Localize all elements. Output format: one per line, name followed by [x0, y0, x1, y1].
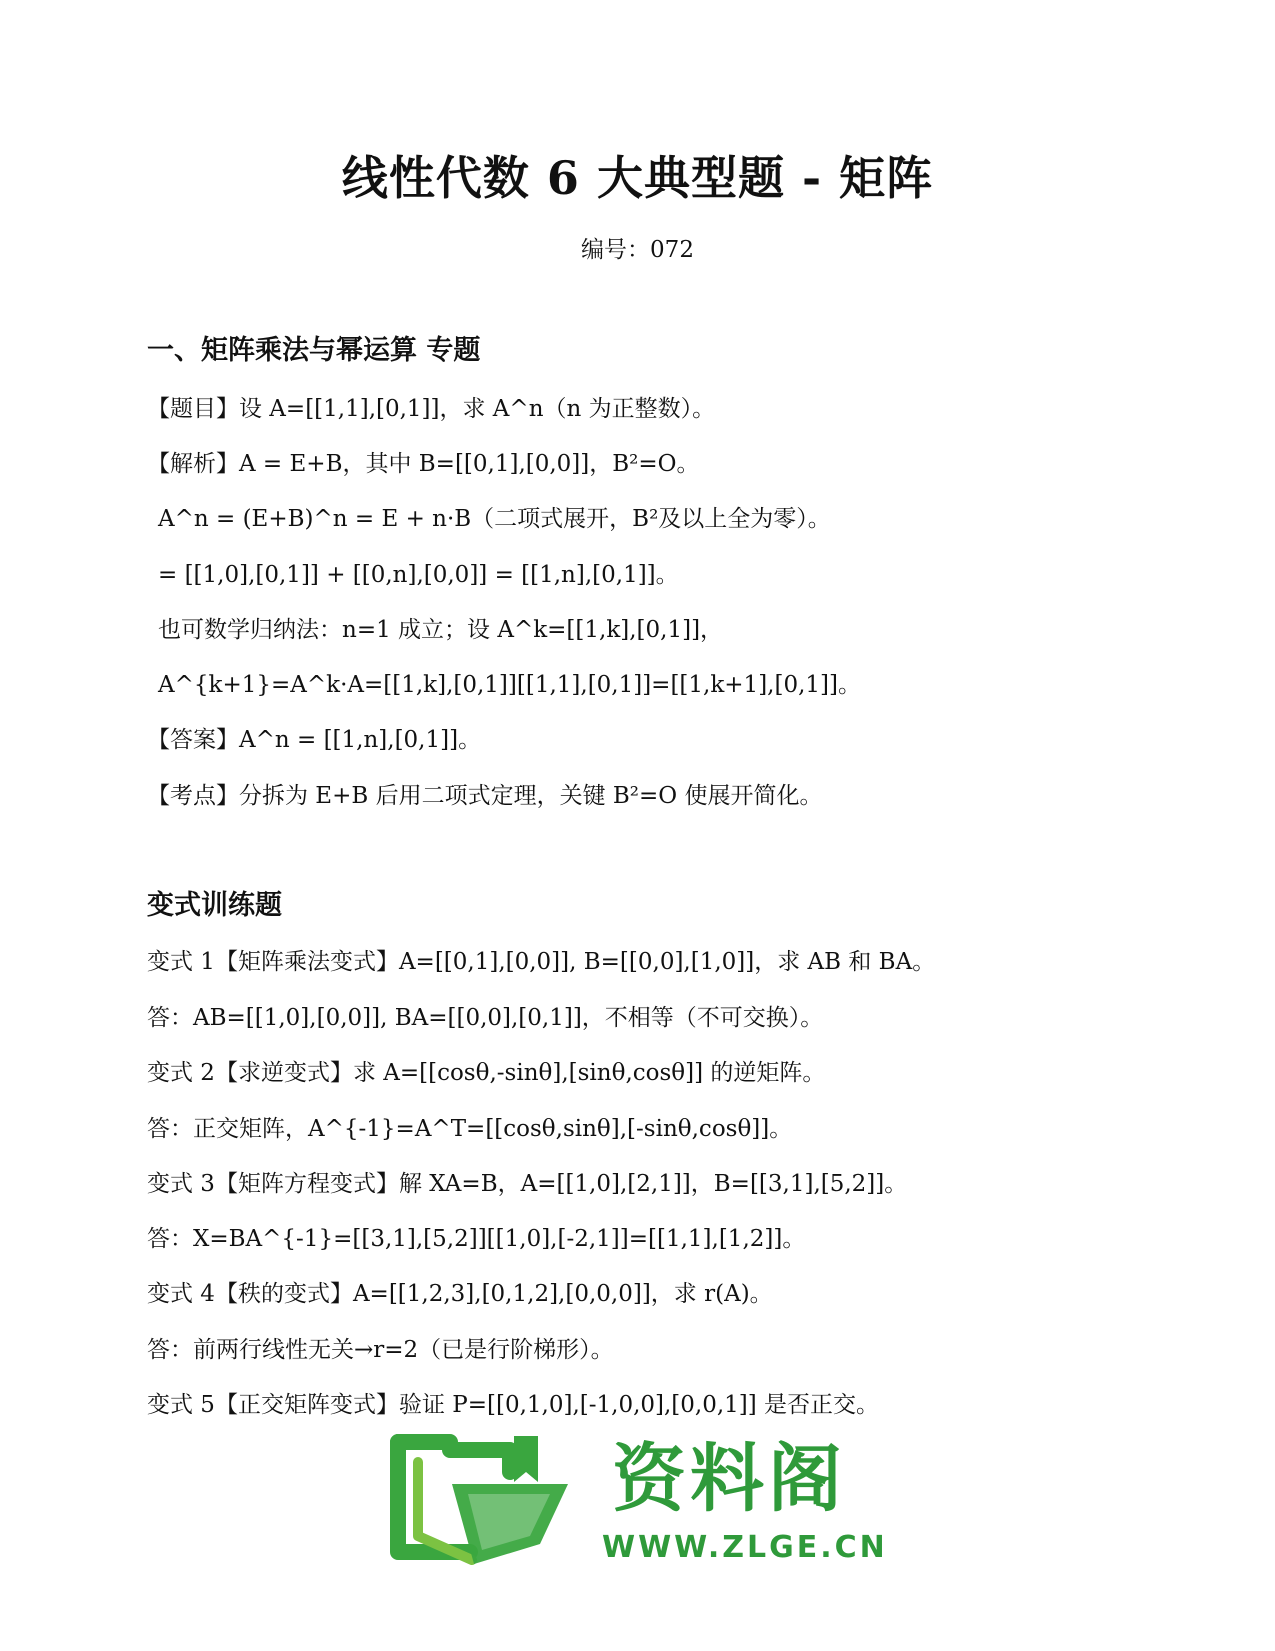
- keypoint-line: 【考点】分拆为 E+B 后用二项式定理，关键 B²=O 使展开简化。: [147, 783, 823, 809]
- variant-item: 变式 4【秩的变式】A=[[1,2,3],[0,1,2],[0,0,0]]，求 r(A)。: [147, 1281, 773, 1307]
- analysis-line: A^n = (E+B)^n = E + n·B（二项式展开，B²及以上全为零）。: [158, 506, 831, 532]
- analysis-line: A^{k+1}=A^k·A=[[1,k],[0,1]][[1,1],[0,1]]=[[1,k+1],[0,1]]。: [158, 672, 861, 698]
- variant-item: 变式 1【矩阵乘法变式】A=[[0,1],[0,0]], B=[[0,0],[1,0]]，求 AB 和 BA。: [147, 949, 936, 975]
- variant-item: 答：X=BA^{-1}=[[3,1],[5,2]][[1,0],[-2,1]]=[[1,1],[1,2]]。: [147, 1226, 806, 1252]
- variant-item: 变式 5【正交矩阵变式】验证 P=[[0,1,0],[-1,0,0],[0,0,1]] 是否正交。: [147, 1392, 880, 1418]
- variant-item: 答：正交矩阵，A^{-1}=A^T=[[cosθ,sinθ],[-sinθ,cosθ]]。: [147, 1116, 793, 1142]
- analysis-line: 【解析】A = E+B，其中 B=[[0,1],[0,0]]，B²=O。: [147, 451, 700, 477]
- watermark-logo: [390, 1432, 888, 1577]
- problem-statement: 【题目】设 A=[[1,1],[0,1]]，求 A^n（n 为正整数）。: [147, 396, 716, 422]
- watermark-brand-name: 资料阁: [612, 1436, 846, 1522]
- variant-item: 答：AB=[[1,0],[0,0]], BA=[[0,0],[0,1]]，不相等（不可交换）。: [147, 1005, 824, 1031]
- variant-item: 答：前两行线性无关→r=2（已是行阶梯形）。: [147, 1337, 614, 1363]
- document-title: 线性代数 6 大典型题 - 矩阵: [341, 151, 934, 205]
- variant-item: 变式 2【求逆变式】求 A=[[cosθ,-sinθ],[sinθ,cosθ]] 的逆矩阵。: [147, 1060, 826, 1086]
- variant-item: 变式 3【矩阵方程变式】解 XA=B，A=[[1,0],[2,1]]，B=[[3,1],[5,2]]。: [147, 1171, 908, 1197]
- section-heading-matrix-power: 一、矩阵乘法与幂运算 专题: [147, 335, 481, 366]
- open-book-folder-icon: [390, 1432, 590, 1572]
- answer-line: 【答案】A^n = [[1,n],[0,1]]。: [147, 727, 482, 753]
- analysis-line: 也可数学归纳法：n=1 成立；设 A^k=[[1,k],[0,1]]，: [158, 617, 724, 643]
- watermark-site-url: WWW.ZLGE.CN: [602, 1530, 888, 1565]
- section-heading-variant-exercises: 变式训练题: [147, 890, 282, 921]
- analysis-line: = [[1,0],[0,1]] + [[0,n],[0,0]] = [[1,n],[0,1]]。: [158, 562, 679, 588]
- document-serial-number: 编号：072: [581, 237, 694, 263]
